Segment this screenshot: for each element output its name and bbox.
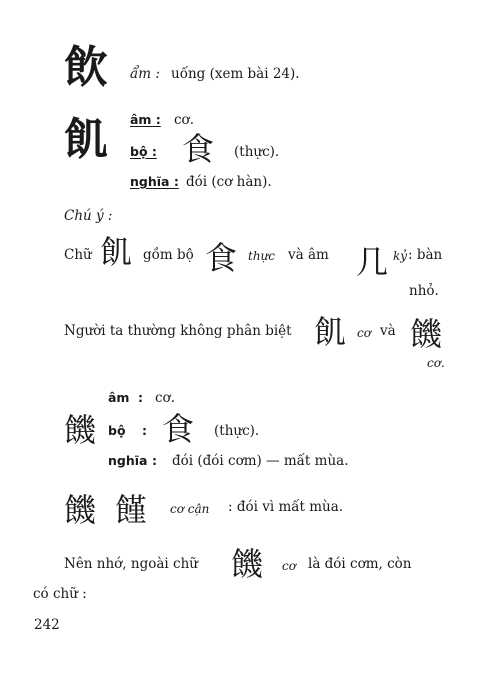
note-line1-a: Chữ (64, 247, 92, 263)
note-line1-f: : bàn (408, 247, 443, 263)
entry2-am-value: cơ. (174, 112, 194, 128)
entry2-nghia-value: đói (cơ hàn). (186, 174, 272, 190)
note-line1-b: gồm bộ (143, 247, 194, 263)
page-number: 242 (34, 617, 60, 633)
entry4-reading: cơ cận (170, 502, 210, 516)
entry4-character-1: 饑 (64, 491, 97, 529)
closing-character: 饑 (231, 545, 264, 583)
entry2-character: 飢 (64, 114, 108, 165)
closing-line1-b: cơ (282, 559, 296, 573)
entry2-nghia-label: nghĩa : (130, 174, 179, 189)
closing-line1-a: Nên nhớ, ngoài chữ (64, 556, 198, 572)
entry2-bo-character: 食 (182, 130, 215, 168)
entry3-am-value: cơ. (155, 390, 175, 406)
entry3-am-colon: : (138, 390, 143, 405)
entry2-am-label: âm : (130, 112, 161, 127)
entry3-nghia-value: đói (đói cơm) — mất mùa. (172, 453, 349, 469)
closing-line2: có chữ : (33, 586, 87, 602)
note-line2-han2: 饑 (410, 315, 443, 353)
note-line2-c: và (380, 323, 396, 339)
note-line1-han1: 飢 (100, 233, 133, 271)
note-line1-c: thực (248, 249, 275, 263)
entry3-am-label: âm (108, 390, 130, 405)
entry3-bo-label: bộ (108, 423, 126, 438)
entry3-character: 饑 (64, 411, 97, 449)
closing-line1-c: là đói cơm, còn (308, 556, 412, 572)
note-line2-han1: 飢 (314, 313, 347, 351)
note-line2-b: cơ (357, 326, 371, 340)
entry1-text: uống (xem bài 24). (171, 66, 300, 82)
note-line1-g: nhỏ. (409, 283, 439, 299)
note-line1-han3: 几 (356, 243, 389, 281)
note-line1-d: và âm (288, 247, 329, 263)
entry4-text: : đói vì mất mùa. (228, 499, 344, 515)
entry4-character-2: 饉 (115, 491, 148, 529)
entry3-nghia-colon: : (152, 453, 157, 468)
note-line1-han2: 食 (205, 239, 238, 277)
entry3-bo-character: 食 (162, 410, 195, 448)
entry1-label: ẩm : (130, 66, 160, 82)
note-line2-d: cơ. (427, 356, 445, 370)
entry3-bo-colon: : (142, 423, 147, 438)
entry2-bo-value: (thực). (234, 144, 280, 160)
note-line1-e: kỷ (393, 249, 408, 263)
note-line2-a: Người ta thường không phân biệt (64, 323, 292, 339)
entry1-character: 飲 (64, 42, 108, 93)
entry3-bo-value: (thực). (214, 423, 260, 439)
entry3-nghia-label: nghĩa (108, 453, 148, 468)
entry2-bo-label: bộ : (130, 144, 157, 159)
note-heading: Chú ý : (64, 208, 113, 224)
